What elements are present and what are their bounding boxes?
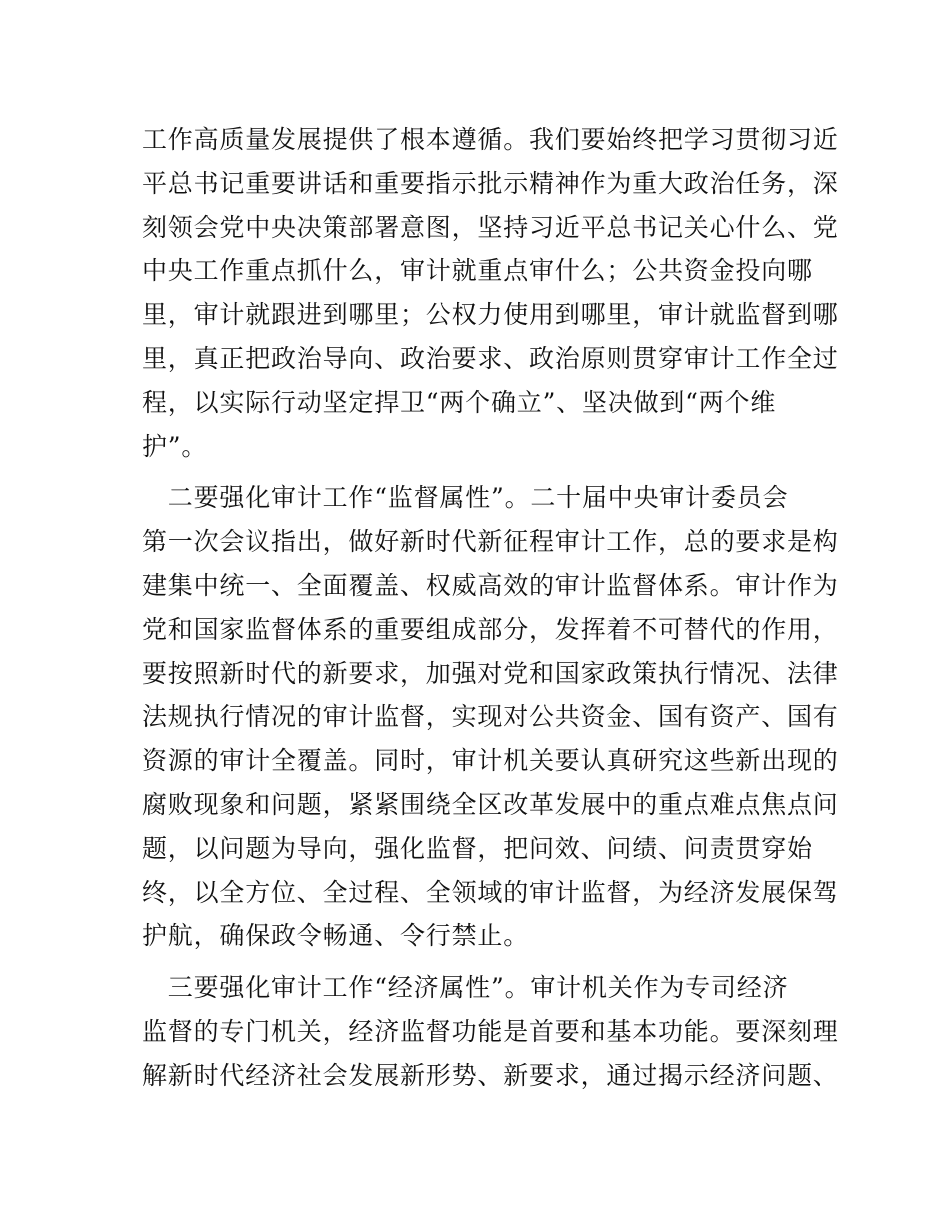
text-line: 里，审计就跟进到哪里；公权力使用到哪里，审计就监督到哪 <box>142 300 839 330</box>
text-line: 工作高质量发展提供了根本遵循。我们要始终把学习贯彻习近 <box>142 125 839 154</box>
text-line: 法规执行情况的审计监督，实现对公共资金、国有资产、国有 <box>142 702 839 732</box>
text-line: 中央工作重点抓什么，审计就重点审什么；公共资金投向哪 <box>142 256 813 286</box>
text-line: 刻领会党中央决策部署意图，坚持习近平总书记关心什么、党 <box>142 212 839 242</box>
text-line: 里，真正把政治导向、政治要求、政治原则贯穿审计工作全过 <box>142 343 839 373</box>
text-line: 第一次会议指出，做好新时代新征程审计工作，总的要求是构 <box>142 527 839 557</box>
text-line: 三要强化审计工作“经济属性”。审计机关作为专司经济 <box>142 973 789 1003</box>
text-line: 腐败现象和问题，紧紧围绕全区改革发展中的重点难点焦点问 <box>142 789 839 819</box>
paragraph-spacer <box>142 958 810 966</box>
text-line: 平总书记重要讲话和重要指示批示精神作为重大政治任务，深 <box>142 168 839 198</box>
paragraph-1 <box>142 118 839 468</box>
paragraph-3 <box>142 966 839 1097</box>
text-line: 护”。 <box>142 431 208 461</box>
document-body <box>142 118 839 1098</box>
text-line: 党和国家监督体系的重要组成部分，发挥着不可替代的作用， <box>142 614 839 644</box>
text-line: 资源的审计全覆盖。同时，审计机关要认真研究这些新出现的 <box>142 746 839 776</box>
text-line: 程，以实际行动坚定捍卫“两个确立”、坚决做到“两个维 <box>142 387 777 417</box>
text-line: 二要强化审计工作“监督属性”。二十届中央审计委员会 <box>142 483 789 513</box>
text-line: 建集中统一、全面覆盖、权威高效的审计监督体系。审计作为 <box>142 570 839 600</box>
paragraph-spacer <box>142 468 810 476</box>
text-line: 护航，确保政令畅通、令行禁止。 <box>142 921 530 951</box>
text-line: 题，以问题为导向，强化监督，把问效、问绩、问责贯穿始 <box>142 833 813 863</box>
text-line: 要按照新时代的新要求，加强对党和国家政策执行情况、法律 <box>142 658 839 688</box>
text-line: 终，以全方位、全过程、全领域的审计监督，为经济发展保驾 <box>142 877 839 907</box>
paragraph-2 <box>142 476 839 958</box>
text-line: 解新时代经济社会发展新形势、新要求，通过揭示经济问题、 <box>142 1060 839 1090</box>
text-line: 监督的专门机关，经济监督功能是首要和基本功能。要深刻理 <box>142 1016 839 1046</box>
